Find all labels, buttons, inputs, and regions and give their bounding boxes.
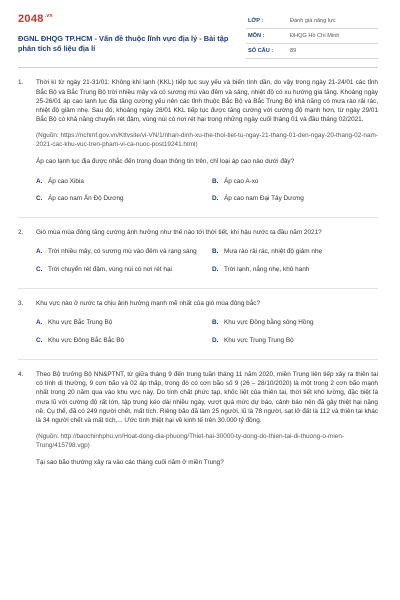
question-number: 2. [18, 229, 24, 237]
header-left [18, 12, 233, 59]
worksheet-title: ĐGNL ĐHQG TP.HCM - Vấn đề thuộc lĩnh vực địa lý - Bài tập phân tích số liệu địa lí [18, 33, 229, 53]
meta-value: Đánh giá năng lực [288, 14, 378, 29]
option-text: Khu vực Đông Bắc Bắc Bộ [48, 336, 125, 344]
question-prompt: Tại sao bão thường xảy ra vào các tháng cuối năm ở miền Trung? [36, 459, 224, 467]
option-text: Khu vực Trung Trung Bộ [224, 336, 294, 344]
answer-options [36, 318, 378, 345]
question-body [36, 78, 378, 209]
question-number: 3. [18, 299, 24, 307]
meta-row-class [246, 14, 378, 29]
option-letter: A. [36, 319, 43, 327]
meta-key: LỚP : [246, 14, 288, 29]
question-passage: Thời kì từ ngày 21-31/01: Không khí lạnh (KKL) tiếp tục suy yếu và biến tính dần, do vậy trong ngày 21-24/01 các tỉnh Bắc Bộ và Bắc Trung Bộ trời nhiều mây và có sương mù vào đêm và sáng, nhiệt độ có xu hướng gia tăng. Khoảng ngày 25-26/01 áp cao lạnh lục địa tăng cường yếu nên các tỉnh thuộc Bắc Bộ và Bắc Trung Bộ khả năng có mưa rào rải rác, nhiệt độ giảm nhẹ. Sau đó, khoảng ngày 28/01 KKL tiếp tục được tăng cường với cường độ mạnh hơn, từ ngày 29/01 Bắc Bộ có khả năng chuyển rét đậm, vùng núi có nơi rét hại trong những ngày cuối tháng 01 và đầu tháng 02/2021. [36, 79, 378, 124]
option-text: Áp cao nam Đại Tây Dương [224, 194, 304, 202]
option-letter: D. [212, 194, 219, 202]
question-separator [18, 288, 378, 289]
option-letter: C. [36, 336, 43, 344]
question-source: (Nguồn: https://nchmf.gov.vn/Kttvsite/vi-VN/1/nhan-dinh-xu-the-thoi-tiet-tu-ngay-21-thang-01-den-ngay-20-thang-02-nam-2021-cac-khu-vuc-tren-pham-vi-ca-nuoc-post19241.html) [36, 131, 378, 149]
answer-options [36, 247, 378, 274]
meta-table [246, 14, 378, 59]
meta-value: 89 [288, 44, 378, 59]
option-letter: A. [36, 177, 43, 185]
answer-option-a[interactable] [36, 318, 202, 327]
question-number: 1. [18, 79, 24, 87]
question-2 [18, 228, 378, 280]
option-text: Áp cao A-xo [224, 177, 259, 185]
site-logo[interactable] [18, 12, 233, 28]
header-divider [18, 67, 378, 68]
question-prompt: Gió mùa mùa đông tăng cường ảnh hưởng như thế nào tới thời tiết, khí hậu nước ta đầu năm 2021? [36, 229, 322, 237]
option-text: Áp cao Xibia [48, 177, 84, 185]
meta-key: SỐ CÂU : [246, 44, 288, 59]
meta-row-count [246, 44, 378, 59]
option-text: Mưa rào rải rác, nhiệt độ giảm nhẹ [224, 248, 323, 256]
question-3 [18, 299, 378, 351]
answer-option-b[interactable] [212, 318, 378, 327]
option-letter: B. [212, 177, 219, 185]
meta-row-subject [246, 29, 378, 44]
option-text: Áp cao nam Ấn Độ Dương [48, 194, 124, 202]
option-letter: D. [212, 336, 219, 344]
answer-option-d[interactable] [212, 336, 378, 345]
question-body [36, 299, 378, 351]
answer-option-a[interactable] [36, 177, 202, 186]
question-number: 4. [18, 370, 24, 378]
option-text: Trời lạnh, nắng nhẹ, khô hanh [224, 265, 310, 273]
question-prompt: Áp cao lạnh lục địa được nhắc đến trong đoạn thông tin trên, chỉ loại áp cao nào dưới đây? [36, 158, 295, 166]
option-letter: C. [36, 194, 43, 202]
option-text: Khu vực Đồng bằng sông Hồng [224, 319, 314, 327]
option-letter: B. [212, 319, 219, 327]
answer-option-a[interactable] [36, 247, 202, 256]
question-prompt: Khu vực nào ở nước ta chịu ảnh hưởng mạnh mẽ nhất của gió mùa đông bắc? [36, 299, 261, 307]
answer-option-b[interactable] [212, 247, 378, 256]
header [18, 0, 378, 59]
question-separator [18, 359, 378, 360]
option-letter: C. [36, 265, 43, 273]
answer-option-c[interactable] [36, 194, 202, 203]
meta-value: ĐHQG Hồ Chí Minh [288, 29, 378, 44]
option-letter: B. [212, 248, 219, 256]
question-1 [18, 78, 378, 209]
answer-option-d[interactable] [212, 265, 378, 274]
answer-options [36, 177, 378, 204]
question-source: (Nguồn: http://baochinhphu.vn/Hoat-dong-dia-phuong/Thiet-hai-30000-ty-dong-do-thien-tai-di-thuong-o-mien-Trung/415798.vgp) [36, 432, 345, 449]
logo-text: 2048 [18, 13, 44, 25]
option-text: Trời nhiều mây, có sương mù vào đêm và rạng sáng [48, 248, 197, 256]
answer-option-d[interactable] [212, 194, 378, 203]
option-letter: D. [212, 265, 219, 273]
logo-suffix: .vn [44, 13, 53, 20]
meta-key: MÔN : [246, 29, 288, 44]
question-body [36, 228, 378, 280]
question-body [36, 370, 378, 474]
answer-option-b[interactable] [212, 177, 378, 186]
question-passage: Theo Bộ trưởng Bộ NN&PTNT, từ giữa tháng 9 đến trung tuần tháng 11 năm 2020, miền Trung liên tiếp xảy ra thiên tai có tính dị thường, 9 cơn bão và 02 áp thấp, trong đó có cơn bão số 9 (26 – 28/10/2020) là một trong 2 cơn bão mạnh nhất trong 20 năm qua vào khu vực này. Do tính chất phức tạp, khốc liệt của thiên tai, thời tiết khó lường, đặc biệt là mưa lũ với cường độ rất lớn, tập trung kéo dài nhiều ngày, vượt quá mức dự báo, cảnh báo nên đã gây thiệt hại nặng nề. Cụ thể, đã có 249 người chết, mất tích. Riêng bão đã làm 25 người, lũ là 78 người, sạt lở đất là 112 và thiên tai khác là 34 người chết và mất tích,... Ước tính thiệt hại về kinh tế trên 30.000 tỷ đồng. [36, 370, 378, 425]
option-text: Khu vực Bắc Trung Bộ [48, 319, 113, 327]
option-text: Trời chuyển rét đậm, vùng núi có nơi rét hại [48, 265, 172, 273]
answer-option-c[interactable] [36, 265, 202, 274]
question-4 [18, 370, 378, 474]
answer-option-c[interactable] [36, 336, 202, 345]
option-letter: A. [36, 248, 43, 256]
question-separator [18, 217, 378, 218]
